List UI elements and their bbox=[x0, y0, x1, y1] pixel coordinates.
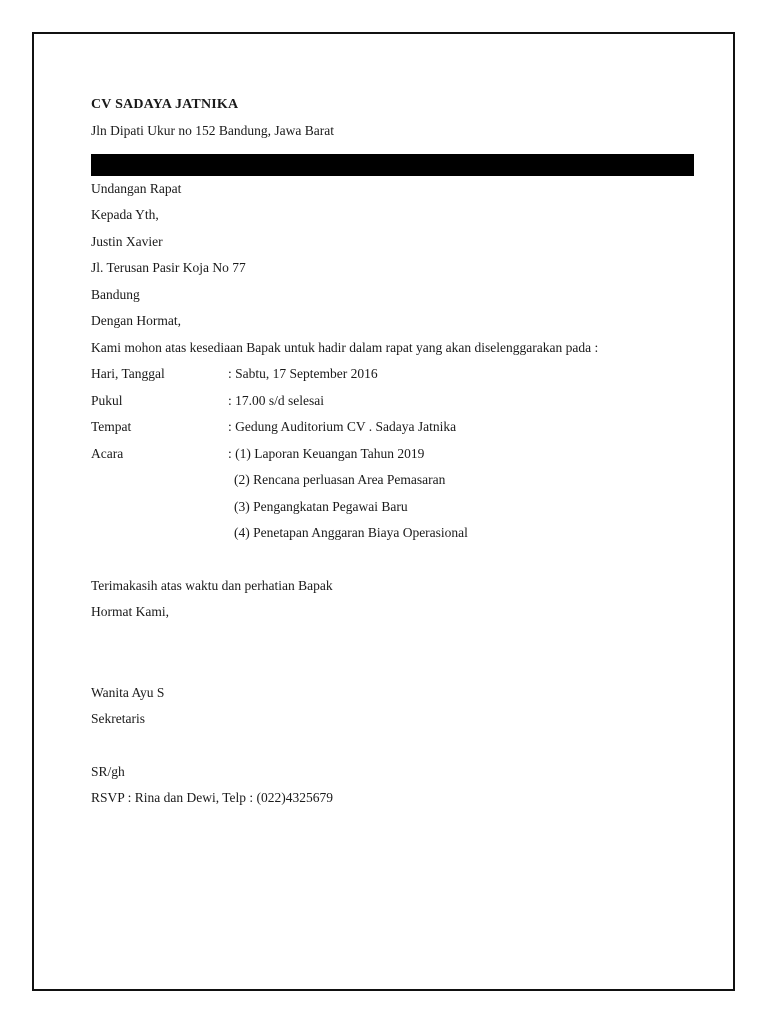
detail-label: Acara bbox=[91, 445, 124, 461]
greeting: Dengan Hormat, bbox=[91, 313, 181, 328]
detail-value: : Gedung Auditorium CV . Sadaya Jatnika bbox=[228, 419, 457, 434]
reference-code: SR/gh bbox=[91, 763, 125, 779]
intro-paragraph: Kami mohon atas kesediaan Bapak untuk hadir dalam rapat yang akan diselenggarakan pada : bbox=[91, 339, 599, 355]
agenda-item: (2) Rencana perluasan Area Pemasaran bbox=[234, 472, 446, 487]
rsvp-line: RSVP : Rina dan Dewi, Telp : (022)4325679 bbox=[91, 790, 334, 805]
spacer bbox=[91, 547, 696, 573]
closing-sentence: Terimakasih atas waktu dan perhatian Bapak bbox=[91, 577, 333, 593]
agenda-item: (4) Penetapan Anggaran Biaya Operasional bbox=[234, 525, 468, 540]
detail-row-agenda bbox=[91, 441, 696, 468]
company-name: CV SADAYA JATNIKA bbox=[91, 97, 239, 112]
spacer bbox=[91, 733, 696, 759]
letterhead-divider-bar bbox=[91, 154, 694, 176]
recipient-street: Jl. Terusan Pasir Koja No 77 bbox=[91, 260, 246, 275]
letter-body bbox=[91, 92, 696, 812]
detail-row-date bbox=[91, 361, 696, 388]
recipient-prefix: Kepada Yth, bbox=[91, 207, 159, 222]
detail-label: Tempat bbox=[91, 419, 132, 434]
signature-space bbox=[91, 626, 696, 680]
document-page bbox=[32, 32, 735, 991]
letter-subject: Undangan Rapat bbox=[91, 180, 182, 196]
detail-value: : (1) Laporan Keuangan Tahun 2019 bbox=[228, 445, 425, 461]
regards: Hormat Kami, bbox=[91, 604, 169, 619]
company-address: Jln Dipati Ukur no 152 Bandung, Jawa Barat bbox=[91, 123, 334, 138]
recipient-name: Justin Xavier bbox=[91, 233, 163, 249]
recipient-city: Bandung bbox=[91, 286, 140, 302]
agenda-item: (3) Pengangkatan Pegawai Baru bbox=[234, 498, 408, 514]
detail-value: : 17.00 s/d selesai bbox=[228, 392, 324, 408]
detail-label: Hari, Tanggal bbox=[91, 366, 165, 381]
detail-label: Pukul bbox=[91, 392, 123, 408]
detail-value: : Sabtu, 17 September 2016 bbox=[228, 366, 378, 381]
detail-row-time bbox=[91, 388, 696, 415]
signer-title: Sekretaris bbox=[91, 711, 145, 726]
detail-row-place bbox=[91, 414, 696, 441]
signer-name: Wanita Ayu S bbox=[91, 684, 165, 700]
